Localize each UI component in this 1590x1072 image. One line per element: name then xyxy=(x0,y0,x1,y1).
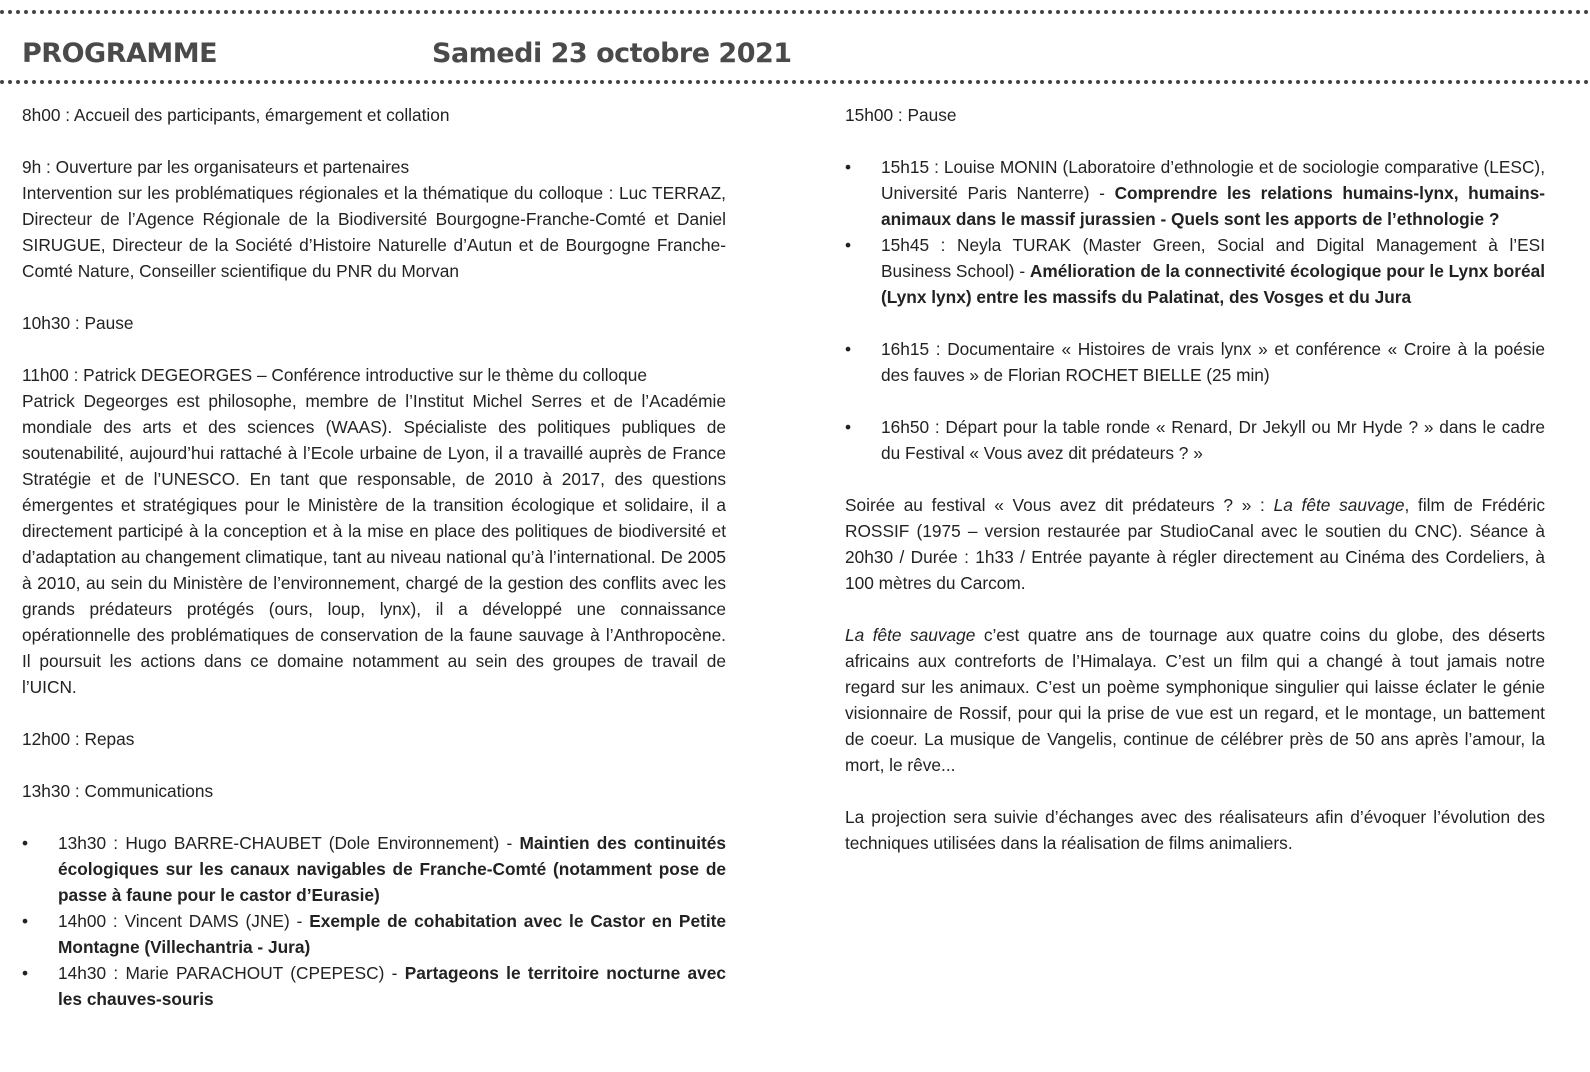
list-item-text: 16h15 : Documentaire « Histoires de vrais lynx » et conférence « Croire à la poésie des fauves » de Florian ROCHET BIELLE (25 min) xyxy=(881,339,1545,385)
documentary-list xyxy=(845,336,1545,388)
list-item-text: 15h45 : Neyla TURAK (Master Green, Social and Digital Management à l’ESI Business School) - xyxy=(881,235,1545,281)
item-0900-title: 9h : Ouverture par les organisateurs et partenaires xyxy=(22,157,410,177)
bullet-icon: • xyxy=(22,963,29,983)
item-1030: 10h30 : Pause xyxy=(22,313,134,333)
item-1330: 13h30 : Communications xyxy=(22,781,214,801)
film-title: La fête sauvage xyxy=(1273,495,1405,515)
list-item-text: 13h30 : Hugo BARRE-CHAUBET (Dole Environnement) - xyxy=(58,833,520,853)
roundtable-list xyxy=(845,414,1545,466)
item-0900 xyxy=(22,154,726,284)
list-item xyxy=(845,154,1545,232)
list-item-text: 14h30 : Marie PARACHOUT (CPEPESC) - xyxy=(58,963,405,983)
list-item-title: Amélioration de la connectivité écologique pour le Lynx boréal (Lynx lynx) entre les massifs du Palatinat, des Vosges et du Jura xyxy=(881,261,1545,307)
list-item xyxy=(845,232,1545,310)
film-title: La fête sauvage xyxy=(845,625,976,645)
film-description xyxy=(845,622,1545,778)
list-item-title: Partageons le territoire nocturne avec les chauves-souris xyxy=(58,963,726,1009)
bullet-icon: • xyxy=(845,417,852,437)
list-item xyxy=(22,830,726,908)
item-0900-body: Intervention sur les problématiques régionales et la thématique du colloque : Luc TERRAZ, Directeur de l’Agence Régionale de la Biodiversité Bourgogne-Franche-Comté et Daniel SIRUGUE, Directeur de la Société d’Histoire Naturelle d’Autun et de Bourgogne Franche-Comté Nature, Conseiller scientifique du PNR du Morvan xyxy=(22,183,726,281)
item-1500: 15h00 : Pause xyxy=(845,105,957,125)
list-item-title: Comprendre les relations humains-lynx, humains-animaux dans le massif jurassien - Quels sont les apports de l’ethnologie ? xyxy=(881,183,1545,229)
afternoon-talks-list xyxy=(845,154,1545,310)
list-item-title: Exemple de cohabitation avec le Castor en Petite Montagne (Villechantria - Jura) xyxy=(58,911,726,957)
list-item xyxy=(845,414,1545,466)
evening-details: , film de Frédéric ROSSIF (1975 – version restaurée par StudioCanal avec le soutien du CNC). Séance à 20h30 / Durée : 1h33 / Entrée payante à régler directement au Cinéma des Cordeliers, à 100 mètres du Carcom. xyxy=(845,495,1545,593)
evening-lead: Soirée au festival « Vous avez dit prédateurs ? » : xyxy=(845,495,1274,515)
right-column xyxy=(845,102,1545,856)
bullet-icon: • xyxy=(845,235,852,255)
bullet-icon: • xyxy=(845,339,852,359)
list-item xyxy=(845,336,1545,388)
list-item-text: 15h15 : Louise MONIN (Laboratoire d’ethnologie et de sociologie comparative (LESC), Université Paris Nanterre) - xyxy=(881,157,1545,203)
list-item xyxy=(22,960,726,1012)
list-item xyxy=(22,908,726,960)
programme-heading: PROGRAMME xyxy=(22,38,218,69)
bullet-icon: • xyxy=(22,833,29,853)
left-column xyxy=(22,102,726,1038)
item-1200: 12h00 : Repas xyxy=(22,729,135,749)
header-dotted-rule xyxy=(0,80,1590,84)
bullet-icon: • xyxy=(845,157,852,177)
item-1100 xyxy=(22,362,726,700)
projection-paragraph: La projection sera suivie d’échanges avec des réalisateurs afin d’évoquer l’évolution des techniques utilisées dans la réalisation de films animaliers. xyxy=(845,807,1545,853)
bullet-icon: • xyxy=(22,911,29,931)
date-heading: Samedi 23 octobre 2021 xyxy=(432,38,792,69)
top-dotted-rule xyxy=(0,10,1590,14)
list-item-text: 14h00 : Vincent DAMS (JNE) - xyxy=(58,911,310,931)
evening-paragraph xyxy=(845,492,1545,596)
item-1100-body: Patrick Degeorges est philosophe, membre de l’Institut Michel Serres et de l’Académie mondiale des arts et des sciences (WAAS). Spécialiste des politiques publiques de soutenabilité, aujourd’hui rattaché à l’Ecole urbaine de Lyon, il a travaillé auprès de France Stratégie et de l’UNESCO. En tant que responsable, de 2010 à 2017, des questions émergentes et stratégiques pour le Ministère de la transition écologique et solidaire, il a directement participé à la conception et à la mise en place des politiques de biodiversité et d’adaptation au changement climatique, tant au niveau national qu’à l’international. De 2005 à 2010, au sein du Ministère de l’environnement, chargé de la gestion des conflits avec les grands prédateurs protégés (ours, loup, lynx), il a développé une connaissance opérationnelle des problématiques de conservation de la faune sauvage à l’Anthropocène. Il poursuit les actions dans ce domaine notamment au sein des groupes de travail de l’UICN. xyxy=(22,391,726,697)
communications-list xyxy=(22,830,726,1012)
item-1100-title: 11h00 : Patrick DEGEORGES – Conférence introductive sur le thème du colloque xyxy=(22,365,648,385)
list-item-text: 16h50 : Départ pour la table ronde « Renard, Dr Jekyll ou Mr Hyde ? » dans le cadre du Festival « Vous avez dit prédateurs ? » xyxy=(881,417,1545,463)
item-0800: 8h00 : Accueil des participants, émargement et collation xyxy=(22,105,450,125)
list-item-title: Maintien des continuités écologiques sur les canaux navigables de Franche-Comté (notamment pose de passe à faune pour le castor d’Eurasie) xyxy=(58,833,726,905)
film-description-text: c’est quatre ans de tournage aux quatre coins du globe, des déserts africains aux contreforts de l’Himalaya. C’est un film qui a changé à tout jamais notre regard sur les animaux. C’est un poème symphonique singulier qui laisse éclater le génie visionnaire de Rossif, pour qui la prise de vue est un regard, et le montage, un battement de coeur. La musique de Vangelis, continue de célébrer près de 50 ans après l’amour, la mort, le rêve... xyxy=(845,625,1545,775)
